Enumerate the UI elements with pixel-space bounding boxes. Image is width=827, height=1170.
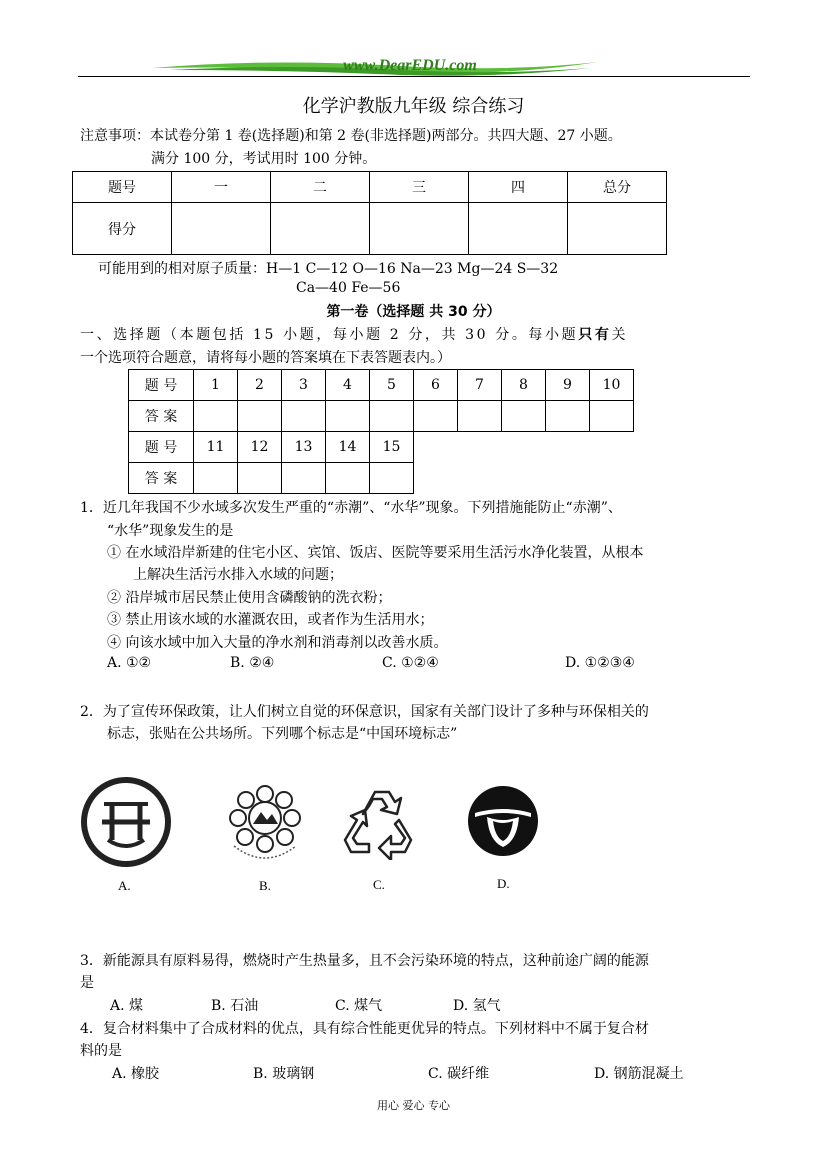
answer-num-cell: 13: [282, 432, 326, 463]
q1-stem-line-1: 1．近几年我国不少水域多次发生严重的“赤潮”、“水华”现象。下列措施能防止“赤潮”、: [80, 500, 622, 516]
q3-choice-c[interactable]: C. 煤气: [335, 998, 383, 1014]
intro-text: 一、选择题（本题包括 15 小题，每小题 2 分，共 30 分。每小题: [80, 327, 579, 343]
q1-choice-c[interactable]: C. ①②④: [382, 655, 439, 671]
score-header-cell: 四: [469, 172, 568, 203]
site-url: www.DearEDU.com: [343, 57, 477, 74]
score-header-cell: 题号: [73, 172, 172, 203]
answer-num-cell: 12: [238, 432, 282, 463]
q4-choice-b[interactable]: B. 玻璃钢: [253, 1066, 315, 1082]
answer-cell[interactable]: [546, 401, 590, 432]
answer-num-cell: 3: [282, 370, 326, 401]
q3-choice-b[interactable]: B. 石油: [211, 998, 259, 1014]
logo-c-caption[interactable]: C.: [373, 877, 385, 892]
logo-d-caption[interactable]: D.: [497, 876, 510, 891]
answer-cell[interactable]: [502, 401, 546, 432]
answer-empty-area: [414, 463, 634, 494]
answer-num-cell: 4: [326, 370, 370, 401]
score-cell[interactable]: [370, 203, 469, 255]
answer-ans-label: 答 案: [129, 463, 194, 494]
score-table: [72, 171, 667, 255]
q1-option-2: ② 沿岸城市居民禁止使用含磷酸钠的洗衣粉；: [107, 590, 392, 606]
q4-choice-d[interactable]: D. 钢筋混凝土: [594, 1066, 684, 1082]
answer-cell[interactable]: [370, 401, 414, 432]
score-header-cell: 三: [370, 172, 469, 203]
answer-num-cell: 14: [326, 432, 370, 463]
logo-a-icon: [80, 776, 172, 872]
score-row-label: 得分: [73, 203, 172, 255]
q4-stem-line-2: 料的是: [80, 1043, 122, 1059]
answer-cell[interactable]: [282, 463, 326, 494]
q4-stem-line-1: 4．复合材料集中了合成材料的优点，具有综合性能更优异的特点。下列材料中不属于复合材: [80, 1021, 649, 1037]
header-rule: [78, 76, 750, 77]
answer-num-cell: 1: [194, 370, 238, 401]
logo-b-icon: [222, 780, 308, 870]
answer-num-cell: 10: [590, 370, 634, 401]
q4-choice-c[interactable]: C. 碳纤维: [428, 1066, 490, 1082]
q1-option-4: ④ 向该水域中加入大量的净水剂和消毒剂以改善水质。: [107, 635, 448, 651]
notice-line-1: 注意事项：本试卷分第 1 卷(选择题)和第 2 卷(非选择题)两部分。共四大题、27 小题。: [80, 128, 622, 144]
page-footer: 用心 爱心 专心: [377, 1099, 450, 1112]
answer-num-cell: 9: [546, 370, 590, 401]
answer-cell[interactable]: [326, 401, 370, 432]
answer-num-cell: 8: [502, 370, 546, 401]
section1-title: 第一卷（选择题 共 30 分）: [326, 304, 501, 320]
q1-choice-d[interactable]: D. ①②③④: [565, 655, 635, 671]
recycle-logo-icon: [333, 780, 423, 864]
answer-cell[interactable]: [194, 401, 238, 432]
logo-a-caption[interactable]: A.: [118, 878, 131, 893]
logo-b-caption[interactable]: B.: [259, 878, 271, 893]
answer-cell[interactable]: [238, 401, 282, 432]
q1-option-1b: 上解决生活污水排入水域的问题；: [133, 567, 343, 583]
answer-cell[interactable]: [326, 463, 370, 494]
q3-choice-d[interactable]: D. 氢气: [453, 998, 501, 1014]
answer-cell[interactable]: [194, 463, 238, 494]
answer-cell[interactable]: [414, 401, 458, 432]
score-header-cell: 总分: [568, 172, 667, 203]
q1-option-3: ③ 禁止用该水域的水灌溉农田，或者作为生活用水；: [107, 612, 434, 628]
answer-num-cell: 7: [458, 370, 502, 401]
q2-stem-line-2: 标志，张贴在公共场所。下列哪个标志是“中国环境标志”: [107, 726, 458, 742]
atomic-mass-line-1: 可能用到的相对原子质量：H—1 C—12 O—16 Na—23 Mg—24 S—32: [98, 261, 559, 277]
answer-cell[interactable]: [282, 401, 326, 432]
q3-choice-a[interactable]: A. 煤: [110, 998, 144, 1014]
answer-table: [128, 369, 634, 494]
page-title: 化学沪教版九年级 综合练习: [302, 96, 525, 117]
answer-cell[interactable]: [238, 463, 282, 494]
answer-num-cell: 15: [370, 432, 414, 463]
q2-stem-line-1: 2．为了宣传环保政策，让人们树立自觉的环保意识，国家有关部门设计了多种与环保相关的: [80, 704, 649, 720]
atomic-mass-line-2: Ca—40 Fe—56: [296, 280, 401, 296]
score-cell[interactable]: [568, 203, 667, 255]
answer-num-cell: 6: [414, 370, 458, 401]
answer-cell[interactable]: [370, 463, 414, 494]
intro-emphasis: 只有: [578, 327, 612, 343]
q3-stem-line-1: 3．新能源具有原料易得，燃烧时产生热量多，且不会污染环境的特点，这种前途广阔的能源: [80, 953, 649, 969]
q1-stem-line-2: “水华”现象发生的是: [107, 523, 234, 539]
intro-text: 关: [611, 327, 626, 343]
answer-cell[interactable]: [590, 401, 634, 432]
score-header-cell: 二: [271, 172, 370, 203]
q1-option-1a: ① 在水域沿岸新建的住宅小区、宾馆、饭店、医院等要采用生活污水净化装置，从根本: [107, 545, 644, 561]
china-environmental-label-icon: [465, 783, 541, 863]
answer-num-cell: 11: [194, 432, 238, 463]
q1-choice-a[interactable]: A. ①②: [107, 655, 152, 671]
answer-num-cell: 5: [370, 370, 414, 401]
score-cell[interactable]: [271, 203, 370, 255]
score-cell[interactable]: [172, 203, 271, 255]
answer-cell[interactable]: [458, 401, 502, 432]
answer-num-label: 题 号: [129, 432, 194, 463]
q3-stem-line-2: 是: [80, 975, 94, 991]
answer-empty-area: [414, 432, 634, 463]
answer-num-label: 题 号: [129, 370, 194, 401]
answer-num-cell: 2: [238, 370, 282, 401]
score-header-cell: 一: [172, 172, 271, 203]
site-logo-banner: [150, 56, 600, 82]
score-cell[interactable]: [469, 203, 568, 255]
answer-ans-label: 答 案: [129, 401, 194, 432]
section1-intro-line-1: [80, 324, 625, 344]
q4-choice-a[interactable]: A. 橡胶: [112, 1066, 160, 1082]
section1-intro-line-2: 一个选项符合题意，请将每小题的答案填在下表答题表内。）: [80, 350, 451, 366]
q1-choice-b[interactable]: B. ②④: [230, 655, 275, 671]
notice-line-2: 满分 100 分，考试用时 100 分钟。: [151, 151, 377, 167]
